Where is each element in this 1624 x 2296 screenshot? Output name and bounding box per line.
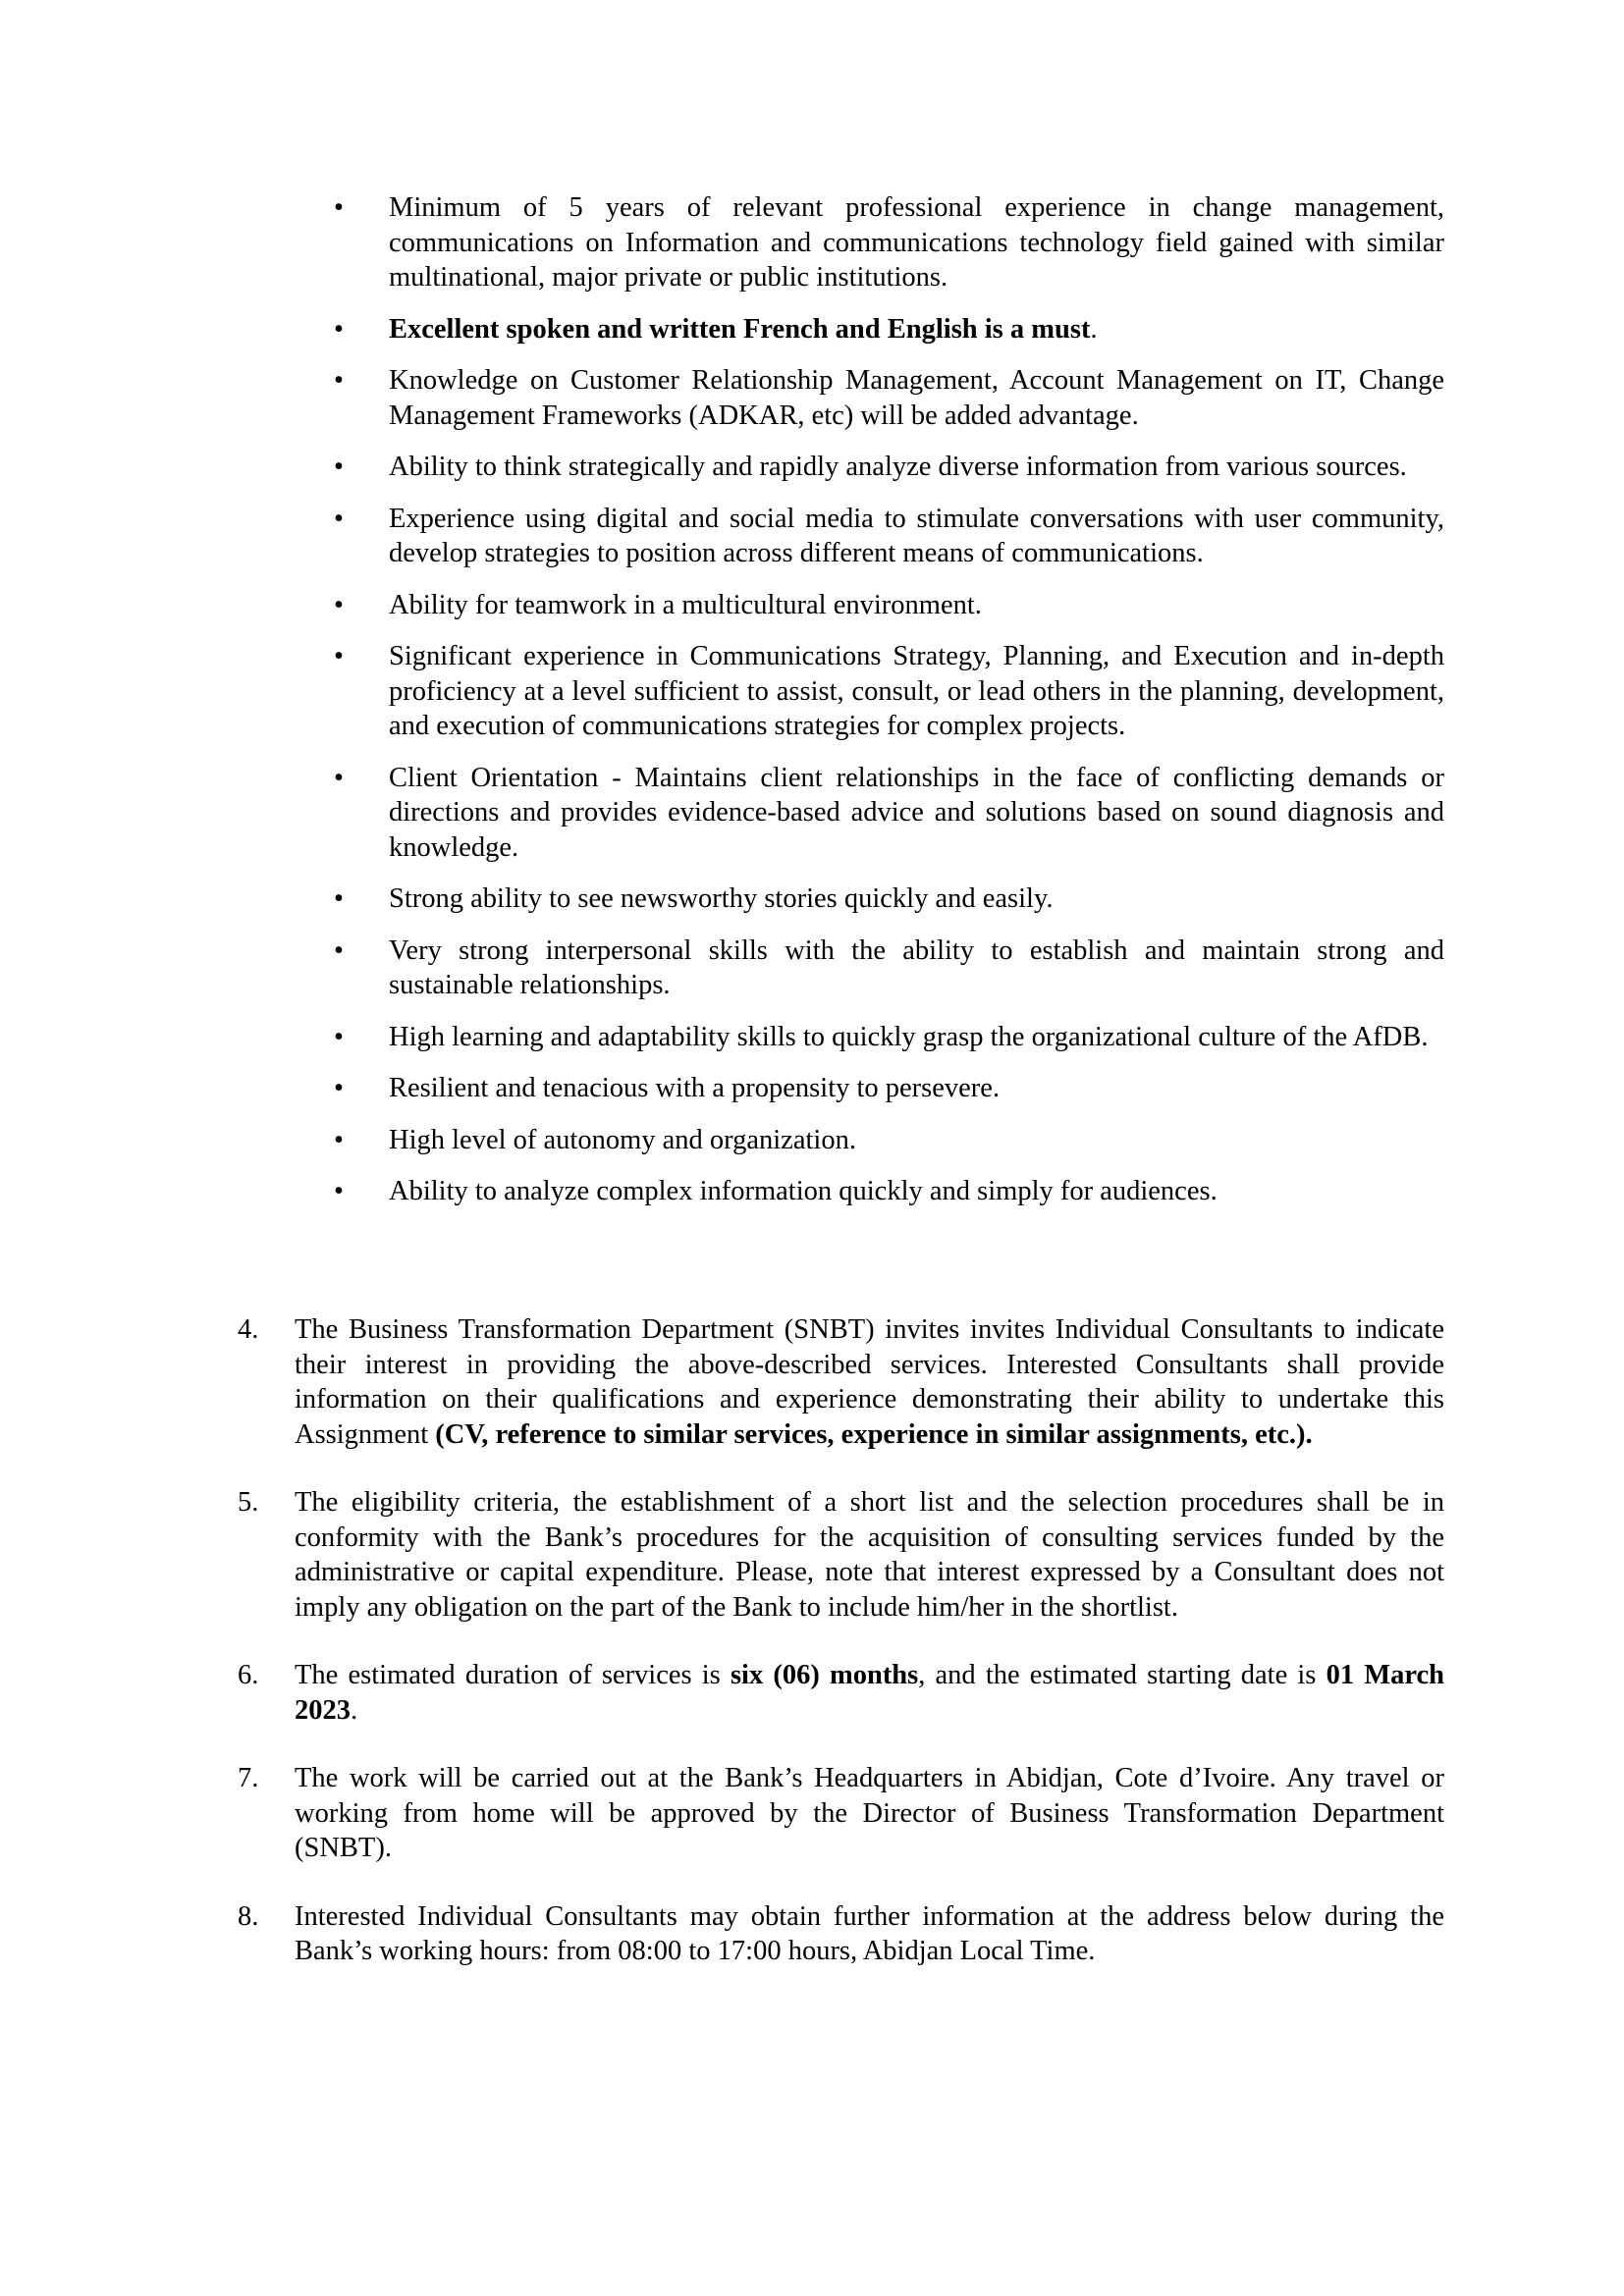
bullet-mark: •: [334, 589, 344, 620]
bullet-text: Significant experience in Communications Strategy, Planning, and Execution and in-depth proficiency at a level sufficient to assist, consult, or lead others in the planning, development, and execution of communications strategies for complex projects.: [389, 641, 1444, 741]
item-text: Interested Individual Consultants may obtain further information at the address below during the Bank’s working hours: from 08:00 to 17:00 hours, Abidjan Local Time.: [295, 1900, 1444, 1966]
bullet-item: [334, 639, 1444, 744]
item-text: The eligibility criteria, the establishment of a short list and the selection procedures shall be in conformity with the Bank’s procedures for the acquisition of consulting services funded by the administrative or capital expenditure. Please, note that interest expressed by a Consultant does not imply any obligation on the part of the Bank to include him/her in the shortlist.: [295, 1487, 1444, 1623]
bullet-item: [334, 502, 1444, 571]
bullet-text: Strong ability to see newsworthy stories quickly and easily.: [389, 883, 1054, 914]
bullet-text: Ability to analyze complex information quickly and simply for audiences.: [389, 1176, 1218, 1206]
item-text-middle: , and the estimated starting date is: [918, 1660, 1326, 1690]
item-number: 8.: [238, 1900, 259, 1932]
bullet-text: Resilient and tenacious with a propensity to persevere.: [389, 1073, 1001, 1103]
requirements-bullet-list: [334, 190, 1444, 1226]
item-text: The Business Transformation Department (SNBT) invites invites Individual Consultants to indicate their interest in providing the above-described services. Interested Consultants shall provide information on their qualifications and experience demonstrating their ability to undertake this Assignment: [295, 1314, 1444, 1450]
bullet-text: High level of autonomy and organization.: [389, 1124, 856, 1155]
bullet-item: [334, 761, 1444, 866]
bullet-text: Minimum of 5 years of relevant professional experience in change management, communications on Information and communications technology field gained with similar multinational, major private or public institutions.: [389, 192, 1444, 293]
bullet-mark: •: [334, 192, 344, 223]
bullet-mark: •: [334, 1021, 344, 1052]
bullet-item: [334, 363, 1444, 433]
bullet-mark: •: [334, 365, 344, 396]
bullet-item: [334, 1020, 1444, 1055]
bullet-mark: •: [334, 452, 344, 482]
bullet-bold-text: Excellent spoken and written French and English is a must: [389, 313, 1091, 345]
bullet-text: Experience using digital and social media to stimulate conversations with user community, develop strategies to position across different means of communications.: [389, 503, 1444, 568]
bullet-text: Client Orientation - Maintains client relationships in the face of conflicting demands or directions and provides evidence-based advice and solutions based on sound diagnosis and knowledge.: [389, 762, 1444, 863]
item-number: 7.: [238, 1763, 259, 1793]
bullet-text: Very strong interpersonal skills with the ability to establish and maintain strong and sustainable relationships.: [389, 934, 1444, 1000]
item-text: The work will be carried out at the Bank’s Headquarters in Abidjan, Cote d’Ivoire. Any travel or working from home will be approved by the Director of Business Transformation Department (SNBT).: [295, 1763, 1444, 1863]
bullet-item: [334, 881, 1444, 917]
bullet-item: [334, 1174, 1444, 1209]
bullet-item: [334, 190, 1444, 295]
item-number: 5.: [238, 1487, 259, 1518]
bullet-text: Ability for teamwork in a multicultural environment.: [389, 589, 982, 620]
numbered-item-4: [238, 1312, 1444, 1452]
item-bold-text: (CV, reference to similar services, experience in similar assignments, etc.).: [435, 1418, 1313, 1450]
bullet-mark: •: [334, 934, 344, 966]
bullet-mark: •: [334, 503, 344, 534]
bullet-item: [334, 1071, 1444, 1106]
bullet-mark: •: [334, 1176, 344, 1206]
bullet-mark: •: [334, 641, 344, 671]
start-date-bold-text: 01 March 2023: [295, 1660, 1444, 1726]
bullet-text: High learning and adaptability skills to quickly grasp the organizational culture of the AfDB.: [389, 1021, 1429, 1052]
numbered-item-5: [238, 1485, 1444, 1625]
bullet-mark: •: [334, 313, 344, 345]
item-number: 4.: [238, 1314, 259, 1345]
item-text: The estimated duration of services is: [295, 1660, 731, 1690]
item-text-tail: .: [351, 1694, 358, 1726]
bullet-item: [334, 450, 1444, 485]
numbered-item-7: [238, 1761, 1444, 1866]
bullet-item: [334, 934, 1444, 1003]
duration-bold-text: six (06) months: [730, 1660, 919, 1690]
bullet-text: Ability to think strategically and rapidly analyze diverse information from various sources.: [389, 452, 1407, 482]
bullet-mark: •: [334, 762, 344, 793]
bullet-mark: •: [334, 1124, 344, 1155]
bullet-mark: •: [334, 883, 344, 914]
numbered-item-8: [238, 1899, 1444, 1969]
bullet-mark: •: [334, 1073, 344, 1103]
numbered-paragraph-list: [238, 1312, 1444, 2002]
bullet-text: Knowledge on Customer Relationship Management, Account Management on IT, Change Management Frameworks (ADKAR, etc) will be added advantage.: [389, 365, 1444, 431]
bullet-item: [334, 1123, 1444, 1158]
item-number: 6.: [238, 1660, 259, 1690]
bullet-item: [334, 312, 1444, 347]
bullet-item: [334, 588, 1444, 623]
bullet-text-tail: .: [1090, 313, 1098, 345]
numbered-item-6: [238, 1658, 1444, 1728]
